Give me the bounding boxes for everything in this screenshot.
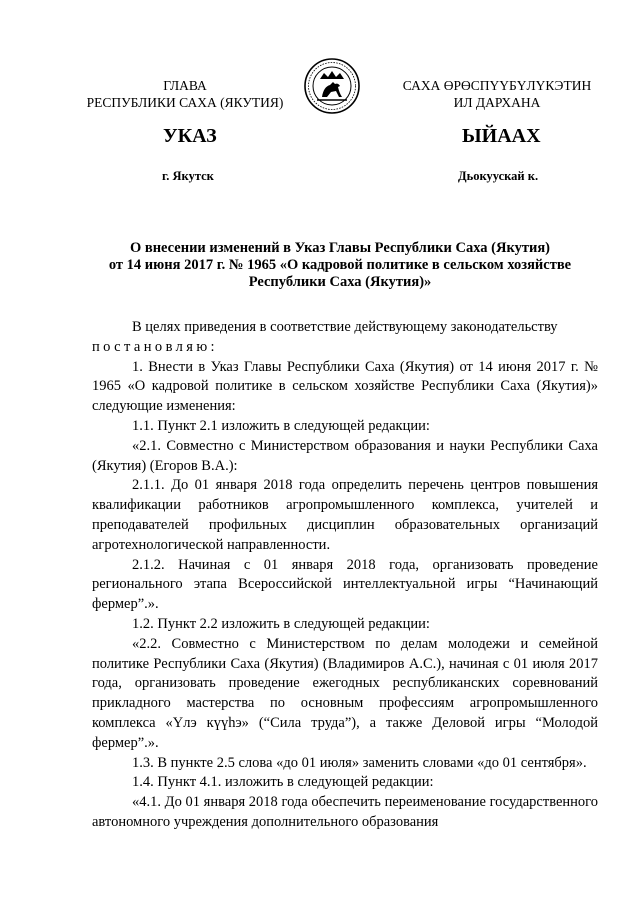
paragraph: В целях приведения в соответствие действующему законодательству: [132, 319, 558, 335]
paragraph: 2.1.1. До 01 января 2018 года определить перечень центров повышения квалификации работников агропромышленного комплекса, учителей и преподавателей профильных дисциплин образовательных организаций агротехнологической направленности.: [92, 477, 598, 553]
header-left-line1: ГЛАВА: [163, 78, 207, 93]
header-right-line2: ИЛ ДАРХАНА: [453, 95, 541, 110]
header-right: [392, 77, 602, 111]
title-line: от 14 июня 2017 г. № 1965 «О кадровой политике в сельском хозяйстве: [108, 257, 572, 273]
doc-type-sah: ЫЙААХ: [462, 125, 541, 147]
city-ru: г. Якутск: [162, 169, 214, 183]
title-line: О внесении изменений в Указ Главы Республики Саха (Якутия): [129, 240, 551, 256]
header-left-line2: РЕСПУБЛИКИ САХА (ЯКУТИЯ): [86, 95, 284, 110]
doc-type-ru: УКАЗ: [163, 125, 217, 147]
paragraph: «2.1. Совместно с Министерством образования и науки Республики Саха (Якутия) (Егоров В.А.):: [92, 437, 598, 474]
paragraph: «4.1. До 01 января 2018 года обеспечить переименование государственного автономного учреждения дополнительного образования: [92, 794, 598, 830]
republic-emblem-icon: [304, 58, 360, 114]
paragraph: 1. Внести в Указ Главы Республики Саха (Якутия) от 14 июня 2017 г. № 1965 «О кадровой политике в сельском хозяйстве Республики Саха (Якутия)» следующие изменения:: [92, 358, 598, 415]
city-sah: Дьокуускай к.: [458, 169, 539, 183]
header-left: [70, 77, 300, 111]
paragraph: 1.1. Пункт 2.1 изложить в следующей редакции:: [132, 417, 430, 434]
paragraph: 1.2. Пункт 2.2 изложить в следующей редакции:: [132, 615, 430, 632]
paragraph: «2.2. Совместно с Министерством по делам молодежи и семейной политике Республики Саха (Якутия) (Владимиров А.С.), начиная с 01 июля 2017 года, организовать проведение ежегодных республиканских соревнований прикладного мастерства по основным профессиям агропромышленного комплекса «Үлэ күүһэ» (“Сила труда”), а также Деловой игры “Молодой фермер”.».: [92, 635, 598, 751]
document-title: [70, 240, 610, 291]
paragraph: 1.3. В пункте 2.5 слова «до 01 июля» заменить словами «до 01 сентября».: [132, 754, 587, 771]
paragraph: 1.4. Пункт 4.1. изложить в следующей редакции:: [132, 774, 434, 791]
header-right-line1: САХА ӨРӨСПҮҮБҮЛҮКЭТИН: [402, 78, 592, 93]
document-body: [92, 318, 598, 833]
title-line: Республики Саха (Якутия)»: [248, 274, 432, 290]
paragraph: 2.1.2. Начиная с 01 января 2018 года, организовать проведение регионального этапа Всероссийской интеллектуальной игры “Начинающий фермер”.».: [92, 556, 598, 613]
paragraph-decree: постановляю:: [92, 338, 218, 355]
